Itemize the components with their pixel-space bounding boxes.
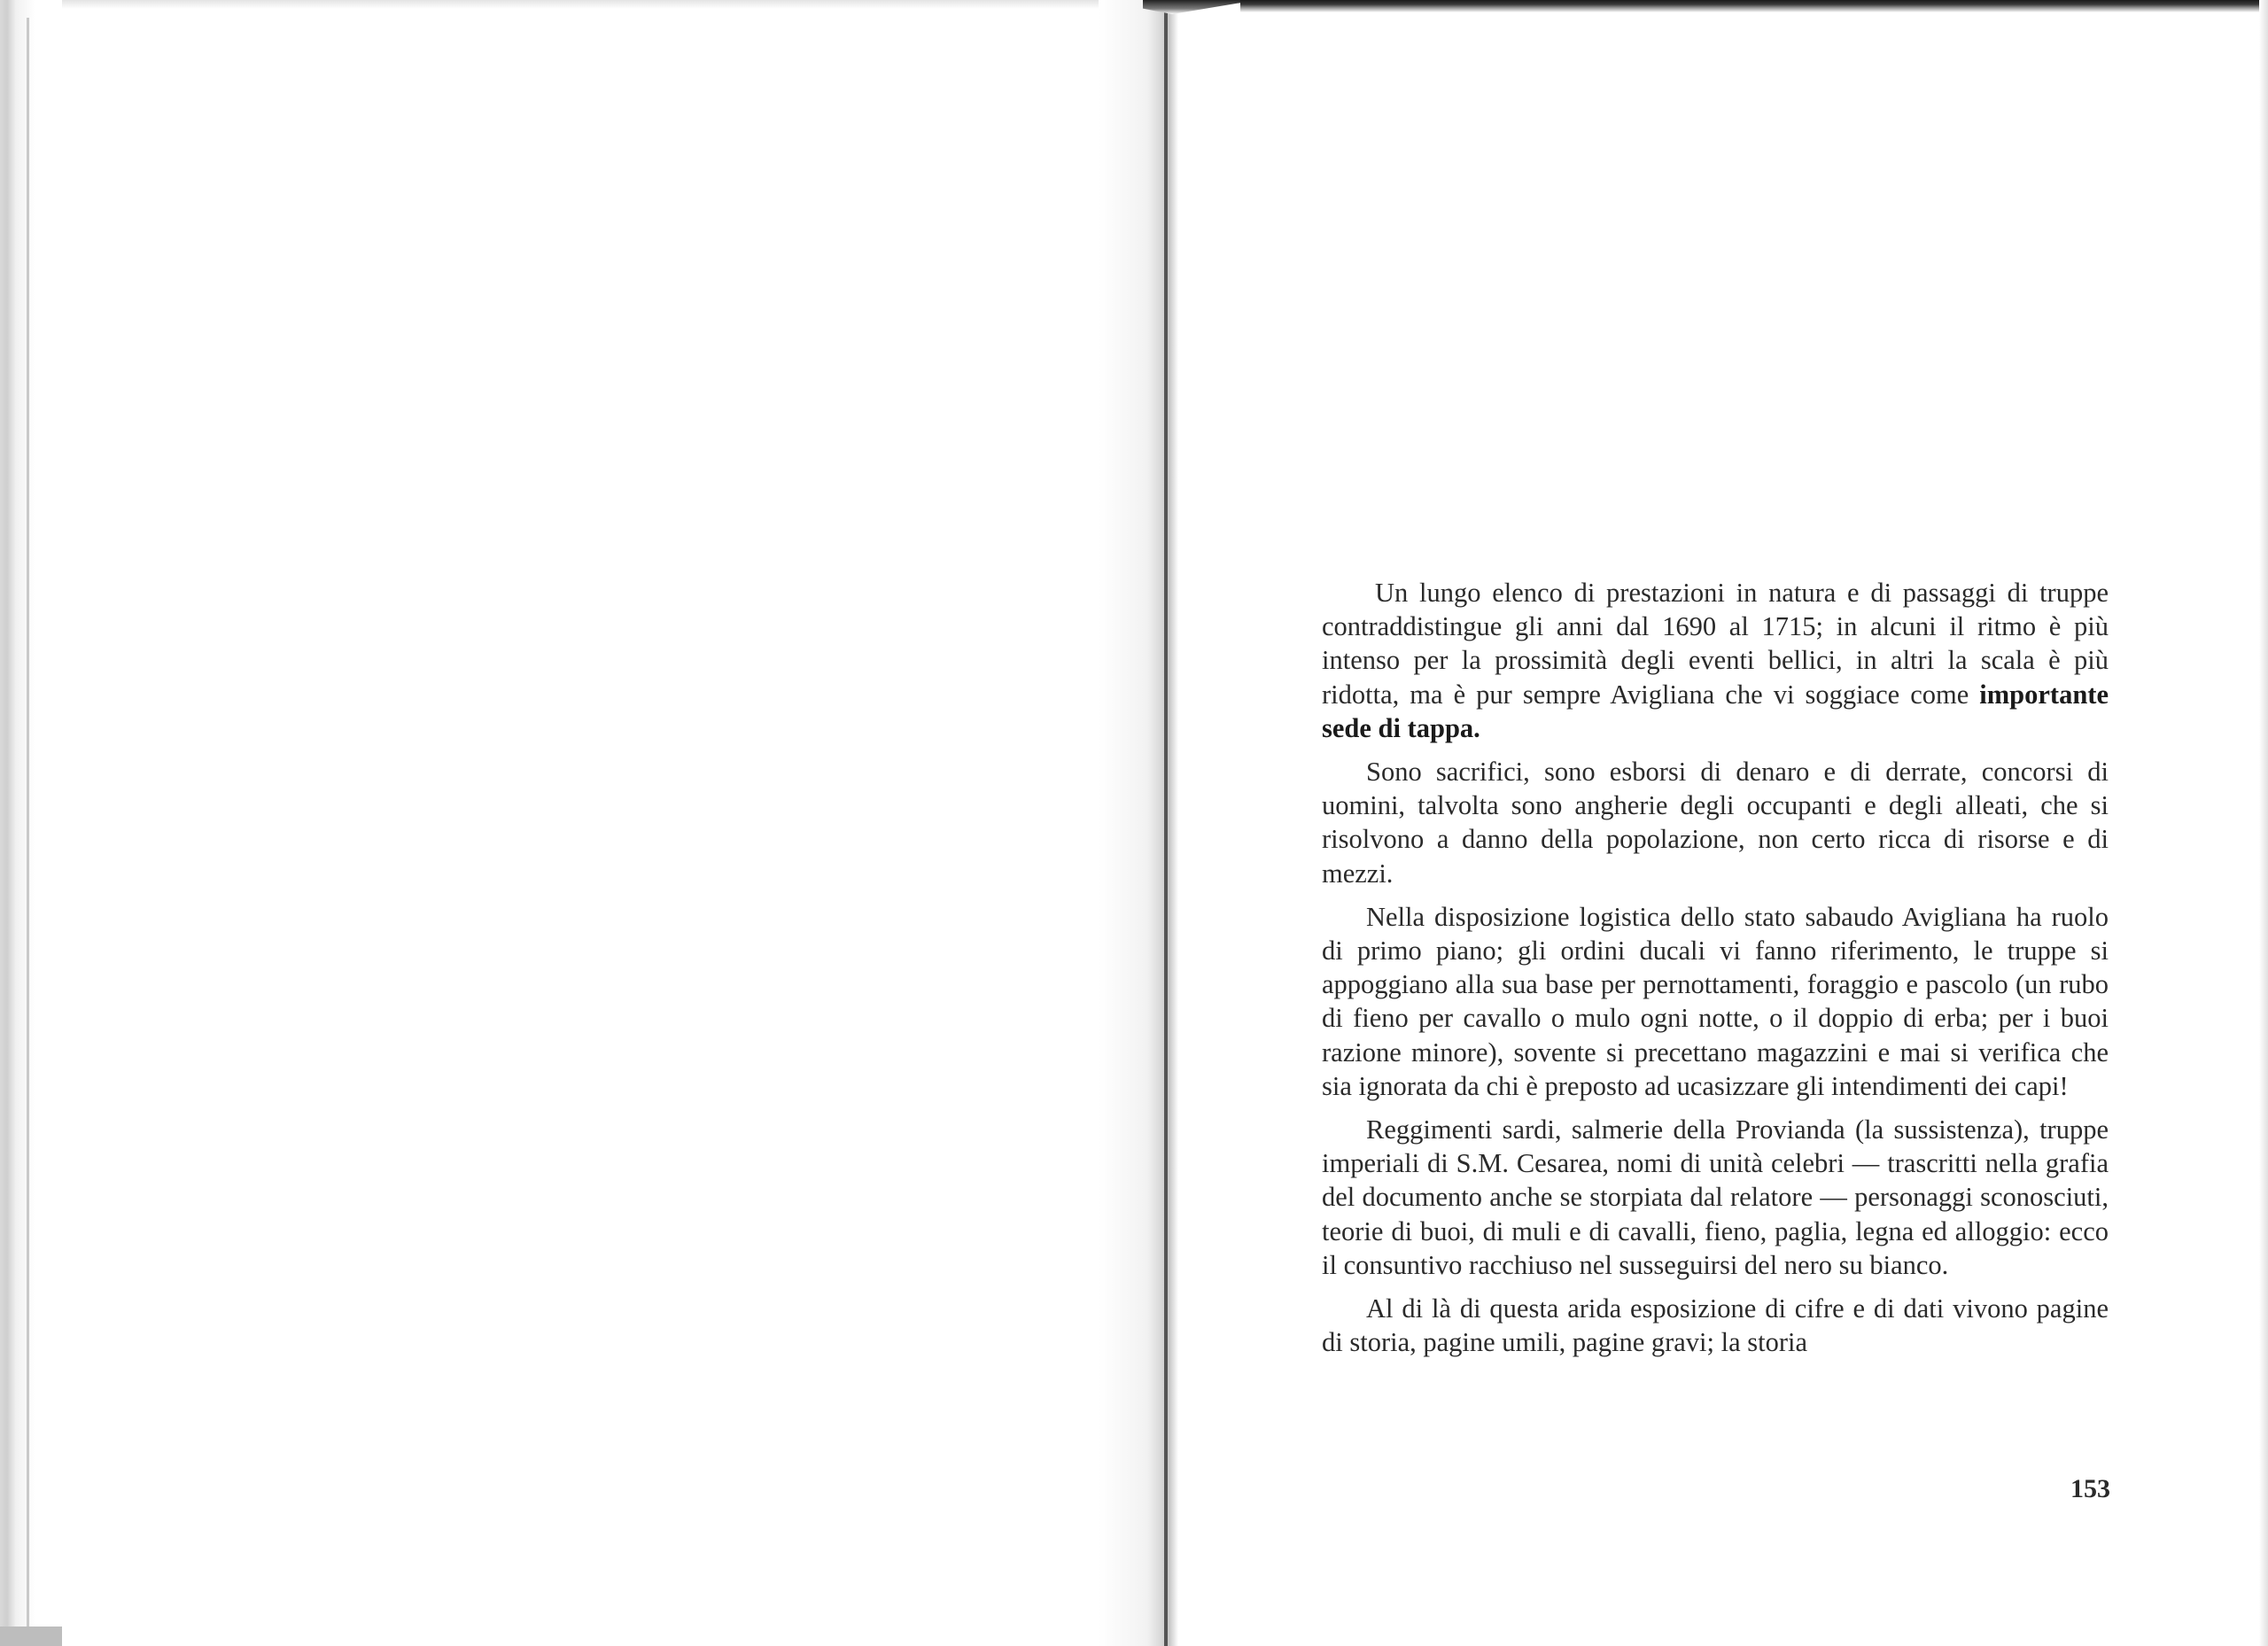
paragraph-4: Reggimenti sardi, salmerie della Provianda (la sussistenza), truppe imperiali di S.M. Cesarea, nomi di unità celebri — trascritti nella grafia del documento anche se storpiata dal relatore — personaggi sconosciuti, teorie di buoi, di muli e di cavalli, fieno, paglia, legna ed alloggio: ecco il consuntivo racchiuso nel susseguirsi del nero su bianco. <box>1322 1114 2109 1280</box>
page-number: 153 <box>2070 1474 2110 1503</box>
left-page-top-edge <box>0 0 1143 9</box>
left-page-edge <box>0 0 62 1646</box>
right-page-top-edge <box>1240 0 2268 12</box>
paragraph-5: Al di là di questa arida esposizione di cifre e di dati vivono pagine di storia, pagine umili, pagine gravi; la storia <box>1322 1293 2109 1358</box>
right-page-edge <box>2259 0 2268 1646</box>
paragraph-3: Nella disposizione logistica dello stato sabaudo Avigliana ha ruolo di primo piano; gli ordini ducali vi fanno riferimento, le truppe si appoggiano alla sua base per pernottamenti, foraggio e pascolo (un rubo di fieno per cavallo o mulo ogni notte, o il doppio di erba; per i buoi razione minore), sovente si precettano magazzini e mai si verifica che sia ignorata da chi è preposto ad ucasizzare gli intendimenti dei capi! <box>1322 901 2109 1101</box>
paragraph-2: Sono sacrifici, sono esborsi di denaro e di derrate, concorsi di uomini, talvolta sono angherie degli occupanti e degli alleati, che si risolvono a danno della popolazione, non certo ricca di risorse e di mezzi. <box>1322 757 2109 889</box>
book-spine <box>1164 0 1168 1646</box>
left-page-edge-line <box>27 18 29 1630</box>
right-page-text <box>1322 576 2109 1369</box>
paragraph-1 <box>1322 576 2109 745</box>
left-page-corner <box>0 1627 62 1646</box>
paragraph-1-emphasis: importante sede di tappa. <box>1322 679 2109 743</box>
paragraph-1-text: Un lungo elenco di prestazioni in natura e di passaggi di truppe contraddistingue gli anni dal 1690 al 1715; in alcuni il ritmo è più intenso per la prossimità degli eventi bellici, in altri la scala è più ridotta, ma è pur sempre Avigliana che vi soggiace come <box>1322 578 2109 710</box>
